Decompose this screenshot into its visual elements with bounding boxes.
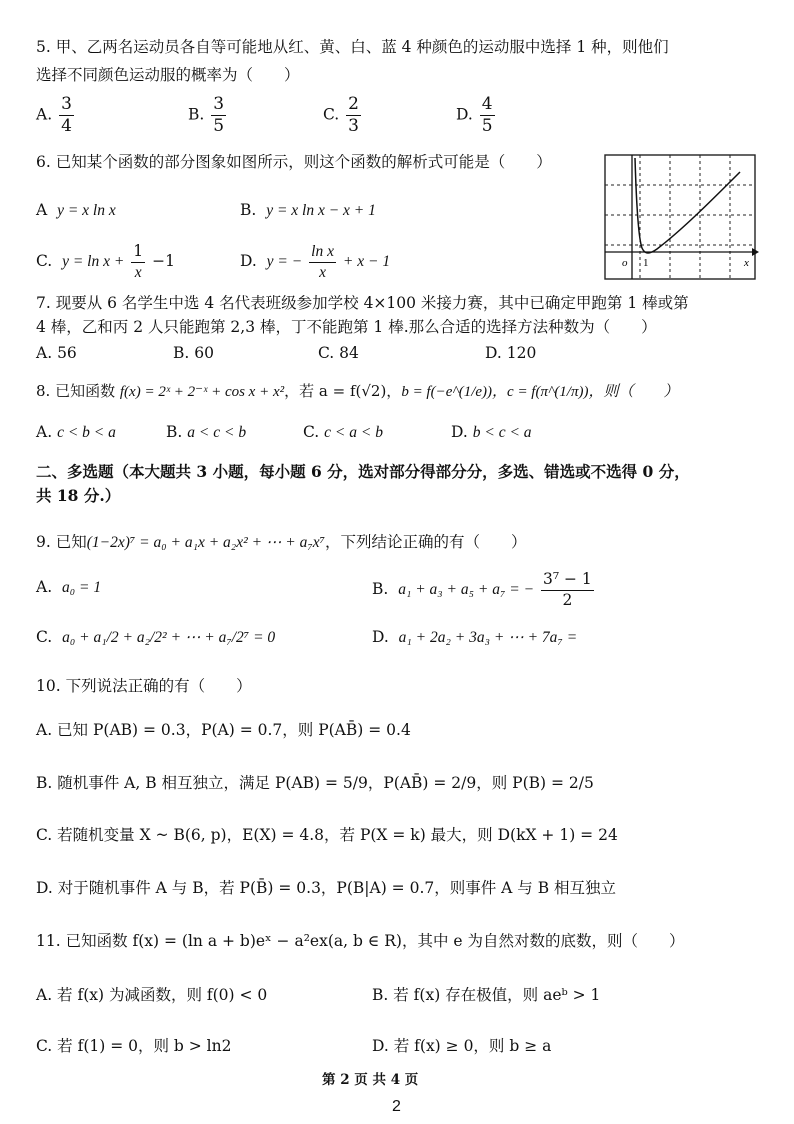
graph-origin-label: o [622, 257, 628, 269]
q7-option-c: C. 84 [318, 344, 359, 362]
q7-option-b: B. 60 [173, 344, 214, 362]
q7-option-a: A. 56 [36, 344, 77, 362]
q8-stem: 8. 已知函数 f(x) = 2ˣ + 2⁻ˣ + cos x + x²，若 a = f(√2)，b = f(−e^(1/e))，c = f(π^(1/π))，则（ ） [36, 382, 679, 400]
q10-option-a: A. 已知 P(AB) = 0.3，P(A) = 0.7，则 P(AB̄) = 0.4 [36, 721, 411, 739]
q9-stem: 9. 已知(1−2x)⁷ = a₀ + a₁x + a₂x² + ⋯ + a₇x⁷，下列结论正确的有（ ） [36, 533, 527, 551]
q7-stem-line2: 4 棒，乙和丙 2 人只能跑第 2,3 棒，丁不能跑第 1 棒.那么合适的选择方法种数为（ ） [36, 318, 657, 336]
q10-option-b: B. 随机事件 A, B 相互独立，满足 P(AB) = 5/9，P(AB̄) = 2/9，则 P(B) = 2/5 [36, 774, 594, 792]
q10-option-c: C. 若随机变量 X ~ B(6, p)，E(X) = 4.8，若 P(X = k) 最大，则 D(kX + 1) = 24 [36, 826, 618, 844]
graph-grid [605, 155, 755, 279]
q11-option-c: C. 若 f(1) = 0，则 b > ln2 [36, 1037, 232, 1055]
q11-stem: 11. 已知函数 f(x) = (ln a + b)eˣ − a²ex(a, b ∈ R)，其中 e 为自然对数的底数，则（ ） [36, 932, 685, 950]
q5-option-c: C. $\frac{2}{3}$ [323, 94, 359, 136]
q8-option-b: B. a < c < b [166, 423, 247, 441]
q9-option-c: C. a₀ + a₁/2 + a₂/2² + ⋯ + a₇/2⁷ = 0 [36, 628, 276, 646]
graph-x-label: x [744, 257, 749, 269]
q5-stem-line1: 5. 甲、乙两名运动员各自等可能地从红、黄、白、蓝 4 种颜色的运动服中选择 1 种，则他们 [36, 38, 669, 56]
graph-tick-label: 1 [643, 257, 649, 269]
q11-option-b: B. 若 f(x) 存在极值，则 aeᵇ > 1 [372, 986, 601, 1004]
q6-stem: 6. 已知某个函数的部分图象如图所示，则这个函数的解析式可能是（ ） [36, 153, 552, 171]
q5-option-d: D. $\frac{4}{5}$ [456, 94, 493, 136]
q11-option-a: A. 若 f(x) 为减函数，则 f(0) < 0 [36, 986, 268, 1004]
q5-option-b: B. $\frac{3}{5}$ [188, 94, 225, 136]
q6-option-c: C. y = ln x + $\frac{1}{x}$ −1 [36, 242, 175, 281]
q8-option-a: A. c < b < a [36, 423, 116, 441]
q9-option-a: A. a₀ = 1 [36, 578, 102, 596]
section2-heading-line2: 共 18 分.） [36, 486, 121, 505]
q8-option-d: D. b < c < a [451, 423, 532, 441]
q5-stem-line2: 选择不同颜色运动服的概率为（ ） [36, 66, 300, 84]
q5-option-a: A. $\frac{3}{4}$ [36, 94, 72, 136]
q11-option-d: D. 若 f(x) ≥ 0，则 b ≥ a [372, 1037, 552, 1055]
q7-stem-line1: 7. 现要从 6 名学生中选 4 名代表班级参加学校 4×100 米接力赛，其中已确定甲跑第 1 棒或第 [36, 294, 689, 312]
q10-option-d: D. 对于随机事件 A 与 B，若 P(B̄) = 0.3，P(B|A) = 0.7，则事件 A 与 B 相互独立 [36, 879, 617, 897]
q6-function-graph [602, 152, 760, 284]
q6-option-b: B. y = x ln x − x + 1 [240, 201, 376, 219]
q7-option-d: D. 120 [485, 344, 537, 362]
page-footer-text: 第 2 页 共 4 页 [322, 1072, 419, 1088]
q6-option-a: A y = x ln x [36, 201, 116, 219]
section2-heading-line1: 二、多选题（本大题共 3 小题，每小题 6 分，选对部分得部分分，多选、错选或不选得 0 分， [36, 462, 690, 481]
q9-option-d: D. a₁ + 2a₂ + 3a₃ + ⋯ + 7a₇ = [372, 628, 578, 646]
page-number: 2 [392, 1098, 401, 1115]
q9-option-b: B. a₁ + a₃ + a₅ + a₇ = − $\frac{\text{3⁷ − 1}}{2}$ [372, 570, 592, 609]
q10-stem: 10. 下列说法正确的有（ ） [36, 677, 252, 695]
q8-option-c: C. c < a < b [303, 423, 383, 441]
q6-option-d: D. y = − $\frac{\text{ln x}}{x}$ + x − 1 [240, 243, 391, 281]
graph-curve [635, 158, 740, 253]
